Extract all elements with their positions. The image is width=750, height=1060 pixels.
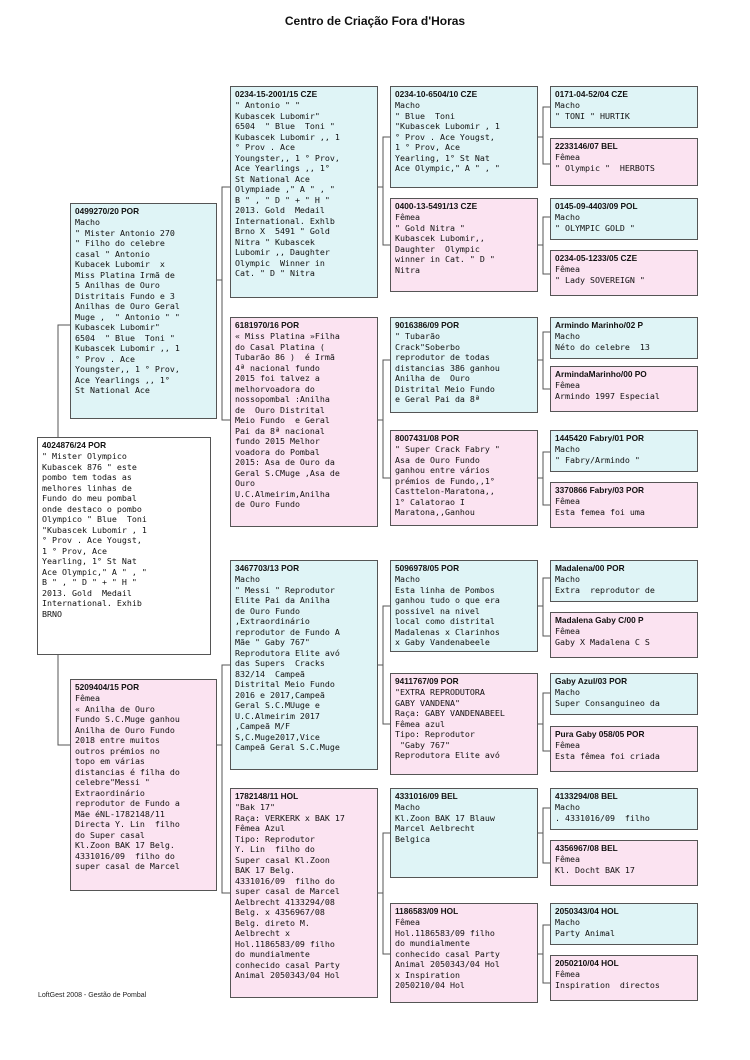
sex-label: Fêmea (555, 264, 580, 274)
pigeon-description: " OLYMPIC GOLD " (555, 222, 635, 233)
pigeon-card-ggp-4[interactable] (390, 430, 538, 526)
pigeon-description: « Anilha de Ouro Fundo S.C.Muge ganhou Anilha de Ouro Fundo 2018 entre muitos outros prémios no topo em várias distancias é filha do celebre"Messi " Extraordinário reprodutor de Fundo a Mãe éNL-1782148/11 Directa Y. Lin filho do Super casal Kl.Zoon BAK 17 Belg. 4331016/09 filho do super casal de Marcel (75, 703, 180, 871)
ring-number: 0234-05-1233/05 CZE (555, 253, 638, 263)
sex-label: Macho (555, 331, 580, 341)
ring-number: 0145-09-4403/09 POL (555, 201, 638, 211)
pigeon-description: Extra reprodutor de (555, 584, 655, 595)
pigeon-description: " Messi " Reprodutor Elite Pai da Anilha de Ouro Fundo ,Extraordinário reprodutor de Fundo A Mãe " Gaby 767" Reprodutora Elite avó das Supers Cracks 832/14 Campeã Distrital Meio Fundo 2016 e 2017,Campeã Geral S.C.MUuge e U.C.Almeirim 2017 ,Campeã M/F S,C.Muge2017,Vice Campeã Geral S.C.Muge (235, 584, 340, 752)
pigeon-description: " TONI " HURTIK (555, 110, 630, 121)
sex-label: Macho (235, 574, 260, 584)
pigeon-card-granddam-maternal[interactable] (230, 788, 378, 998)
sex-label: Fêmea (395, 917, 420, 927)
pigeon-card-gggp-8[interactable] (550, 482, 698, 528)
ring-number: Gaby Azul/03 POR (555, 676, 628, 686)
ring-number: 1445420 Fabry/01 POR (555, 433, 645, 443)
pigeon-card-gggp-14[interactable] (550, 840, 698, 886)
pigeon-description: "Bak 17" Raça: VERKERK x BAK 17 Fêmea Azul Tipo: Reprodutor Y. Lin filho do Super casal Kl.Zoon BAK 17 Belg. 4331016/09 filho do super casal de Marcel Aelbrecht 4133294/08 Belg. x 4356967/08 Belg. direto M. Aelbrecht x Hol.1186583/09 filho do mundialmente conhecido casal Party Animal 2050343/04 Hol (235, 802, 345, 980)
footer-credit: LoftGest 2008 - Gestão de Pombal (38, 992, 147, 999)
ring-number: 4356967/08 BEL (555, 843, 618, 853)
pigeon-card-dam[interactable] (70, 679, 217, 891)
ring-number: ArmindaMarinho/00 PO (555, 369, 647, 379)
ring-number: 4133294/08 BEL (555, 791, 618, 801)
pigeon-card-gggp-16[interactable] (550, 955, 698, 1001)
pigeon-card-ggp-6[interactable] (390, 673, 538, 775)
pigeon-description: Néto do celebre 13 (555, 341, 650, 352)
sex-label: Fêmea (555, 496, 580, 506)
pigeon-card-ggp-7[interactable] (390, 788, 538, 878)
pigeon-description: Gaby X Madalena C S (555, 636, 650, 647)
sex-label: Macho (555, 917, 580, 927)
sex-label: Fêmea (555, 626, 580, 636)
pigeon-card-subject[interactable] (37, 437, 211, 655)
ring-number: Madalena/00 POR (555, 563, 625, 573)
sex-label: Macho (75, 217, 100, 227)
pigeon-description: Kl.Zoon BAK 17 Blauw Marcel Aelbrecht Belgica (395, 812, 495, 844)
pigeon-description: Super Consanguineo da (555, 697, 660, 708)
pigeon-description: " Gold Nitra " Kubascek Lubomir,, Daughter Olympic winner in Cat. " D " Nitra (395, 222, 495, 275)
ring-number: 0234-15-2001/15 CZE (235, 89, 318, 99)
ring-number: 0400-13-5491/13 CZE (395, 201, 478, 211)
ring-number: 3467703/13 POR (235, 563, 300, 573)
sex-label: Macho (555, 212, 580, 222)
ring-number: 9016386/09 POR (395, 320, 460, 330)
pigeon-description: Armindo 1997 Especial (555, 390, 660, 401)
pigeon-card-gggp-15[interactable] (550, 903, 698, 945)
pigeon-description: « Miss Platina »Filha do Casal Platina ( Tubarão 86 ) é Irmã 4ª nacional fundo 2015 foi talvez a melhorvoadora do nossopombal :Anilha de Ouro Distrital Meio Fundo e Geral Pai da 8ª nacional fundo 2015 Melhor voadora do Pombal 2015: Asa de Ouro da Geral S.CMuge ,Asa de Ouro U.C.Almeirim,Anilha de Ouro Fundo (235, 331, 340, 509)
ring-number: 4024876/24 POR (42, 440, 107, 450)
pigeon-description: Hol.1186583/09 filho do mundialmente conhecido casal Party Animal 2050343/04 Hol x Inspiration 2050210/04 Hol (395, 927, 500, 990)
sex-label: Fêmea (75, 693, 100, 703)
pigeon-card-granddam-paternal[interactable] (230, 317, 378, 527)
ring-number: 2233146/07 BEL (555, 141, 618, 151)
pigeon-description: " Antonio " " Kubascek Lubomir" 6504 " Blue Toni " Kubascek Lubomir ,, 1 ° Prov . Ace Youngster,, 1 ° Prov, Ace Yearlings ,, 1° St National Ace Olympiade ," A " , " B " , " D " + " H " 2013. Gold Medail International. Exhlb Brno X 5491 " Gold Nitra " Kubascek Lubomir ,, Daughter Olympic Winner in Cat. " D " Nitra (235, 100, 340, 278)
pigeon-description: " Fabry/Armindo " (555, 454, 640, 465)
pigeon-card-gggp-13[interactable] (550, 788, 698, 830)
ring-number: 0171-04-52/04 CZE (555, 89, 628, 99)
pigeon-description: Kl. Docht BAK 17 (555, 864, 635, 875)
ring-number: Armindo Marinho/02 P (555, 320, 644, 330)
pigeon-card-gggp-5[interactable] (550, 317, 698, 359)
pigeon-description: Esta fêmea foi criada (555, 750, 660, 761)
sex-label: Macho (395, 802, 420, 812)
pigeon-card-grandsire-maternal[interactable] (230, 560, 378, 770)
ring-number: 5209404/15 POR (75, 682, 140, 692)
pigeon-card-grandsire-paternal[interactable] (230, 86, 378, 298)
pigeon-description: " Mister Antonio 270 " Filho do celebre casal " Antonio Kubacek Lubomir x Miss Platina Irmã de 5 Anilhas de Ouro Distritais Fundo e 3 Anilhas de Ouro Geral Muge , " Antonio " " Kubascek Lubomir" 6504 " Blue Toni " Kubascek Lubomir ,, 1 ° Prov . Ace Youngster,, 1 ° Prov, Ace Yearlings ,, 1° St National Ace (75, 227, 180, 395)
ring-number: 0234-10-6504/10 CZE (395, 89, 478, 99)
pigeon-card-gggp-3[interactable] (550, 198, 698, 240)
sex-label: Macho (395, 574, 420, 584)
pigeon-card-gggp-10[interactable] (550, 612, 698, 658)
ring-number: 0499270/20 POR (75, 206, 140, 216)
pigeon-card-gggp-7[interactable] (550, 430, 698, 472)
pigeon-description: " Tubarão Crack"Soberbo reprodutor de todas distancias 386 ganhou Anilha de Ouro Distrital Meio Fundo e Geral Pai da 8ª (395, 331, 500, 404)
pigeon-card-gggp-9[interactable] (550, 560, 698, 602)
pigeon-description: Party Animal (555, 927, 615, 938)
sex-label: Fêmea (555, 854, 580, 864)
pigeon-description: "EXTRA REPRODUTORA GABY VANDENA" Raça: GABY VANDENABEEL Fêmea azul Tipo: Reprodutor "Gaby 767" Reprodutora Elite avó (395, 687, 505, 760)
ring-number: 1782148/11 HOL (235, 791, 299, 801)
sex-label: Fêmea (555, 969, 580, 979)
pigeon-description: " Lady SOVEREIGN " (555, 274, 645, 285)
pigeon-card-ggp-3[interactable] (390, 317, 538, 413)
pigeon-card-ggp-8[interactable] (390, 903, 538, 1003)
ring-number: 3370866 Fabry/03 POR (555, 485, 645, 495)
pigeon-card-gggp-1[interactable] (550, 86, 698, 128)
sex-label: Fêmea (555, 380, 580, 390)
ring-number: 2050343/04 HOL (555, 906, 619, 916)
pigeon-card-gggp-2[interactable] (550, 138, 698, 186)
pigeon-description: " Super Crack Fabry " Asa de Ouro Fundo ganhou entre vários prémios de Fundo,,1° Casttelon-Maratona,, 1° Calatorao I Maratona,,Ganhou (395, 444, 500, 517)
ring-number: Madalena Gaby C/00 P (555, 615, 644, 625)
pigeon-card-gggp-6[interactable] (550, 366, 698, 412)
pigeon-description: Esta linha de Pombos ganhou tudo o que era possivel na nivel local como distrital Madalenas x Clarinhos x Gaby Vandenabeele (395, 584, 500, 647)
pigeon-card-gggp-12[interactable] (550, 726, 698, 772)
ring-number: 9411767/09 POR (395, 676, 459, 686)
pigeon-card-ggp-5[interactable] (390, 560, 538, 652)
ring-number: 4331016/09 BEL (395, 791, 458, 801)
page-title: Centro de Criação Fora d'Horas (284, 14, 466, 28)
ring-number: 6181970/16 POR (235, 320, 300, 330)
sex-label: Fêmea (395, 212, 420, 222)
ring-number: 5096978/05 POR (395, 563, 460, 573)
pigeon-card-sire[interactable] (70, 203, 217, 419)
pigeon-description: Inspiration directos (555, 979, 660, 990)
sex-label: Macho (555, 687, 580, 697)
sex-label: Fêmea (555, 152, 580, 162)
ring-number: 2050210/04 HOL (555, 958, 619, 968)
ring-number: Pura Gaby 058/05 POR (555, 729, 645, 739)
pigeon-description: . 4331016/09 filho (555, 812, 650, 823)
pigeon-card-ggp-1[interactable] (390, 86, 538, 188)
ring-number: 1186583/09 HOL (395, 906, 459, 916)
sex-label: Macho (555, 100, 580, 110)
ring-number: 8007431/08 POR (395, 433, 460, 443)
pigeon-card-ggp-2[interactable] (390, 198, 538, 292)
sex-label: Macho (555, 802, 580, 812)
pigeon-description: Esta femea foi uma (555, 506, 645, 517)
sex-label: Fêmea (555, 740, 580, 750)
pigeon-description: " Blue Toni "Kubascek Lubomir , 1 ° Prov . Ace Yougst, 1 ° Prov, Ace Yearling, 1° St Nat Ace Olympic," A " , " (395, 110, 500, 173)
pigeon-card-gggp-4[interactable] (550, 250, 698, 296)
sex-label: Macho (555, 444, 580, 454)
pigeon-description: " Olympic " HERBOTS (555, 162, 655, 173)
sex-label: Macho (395, 100, 420, 110)
pigeon-description: " Mister Olympico Kubascek 876 " este pombo tem todas as melhores linhas de Fundo do meu pombal onde destaco o pombo Olympico " Blue Toni "Kubascek Lubomir , 1 ° Prov . Ace Yougst, 1 ° Prov, Ace Yearling, 1° St Nat Ace Olympic," A " , " B " , " D " + " H " 2013. Gold Medail International. Exhib BRNO (42, 451, 147, 619)
sex-label: Macho (555, 574, 580, 584)
pigeon-card-gggp-11[interactable] (550, 673, 698, 715)
